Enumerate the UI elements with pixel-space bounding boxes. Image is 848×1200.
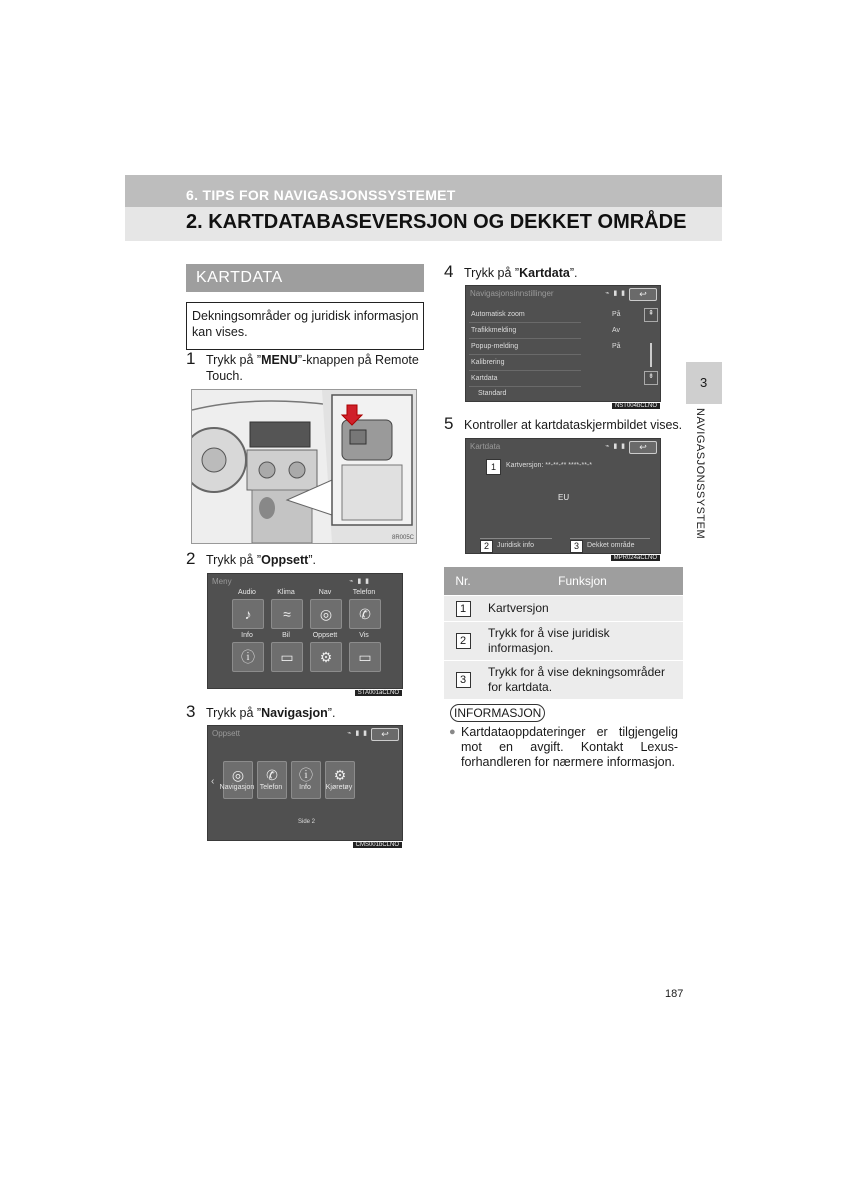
phone-icon[interactable]: ✆ — [349, 599, 381, 629]
chapter-tab-label-wrap — [694, 408, 714, 548]
step-1 — [186, 349, 426, 383]
region-label: EU — [558, 493, 570, 502]
column-header: Nr. — [444, 567, 482, 596]
back-button[interactable]: ↩ — [371, 728, 399, 741]
step-text-pre: Trykk på ” — [206, 553, 262, 567]
setup-screen — [207, 725, 403, 848]
scroll-down-button[interactable]: ⇟ — [644, 371, 658, 385]
tile-label: Info — [241, 632, 253, 639]
table-cell-text: Trykk for å vise dekningsområder for kartdata. — [482, 661, 683, 700]
tile-label: Info — [299, 784, 311, 791]
table-cell-text: Kartversjon — [482, 596, 683, 622]
page-title: 2. KARTDATABASEVERSJON OG DEKKET OMRÅDE — [186, 211, 687, 233]
marker-2: 2 — [480, 540, 493, 553]
nav-settings-screen — [465, 285, 661, 409]
screen-code: CMS001bCLNO — [353, 842, 402, 848]
audio-icon[interactable]: ♪ — [232, 599, 264, 629]
step-number: 3 — [186, 702, 196, 721]
settings-icon[interactable]: ⚙ — [310, 642, 342, 672]
screen-code: MPR024aCLNO — [611, 555, 660, 561]
menu-screen — [207, 573, 403, 696]
section-title: KARTDATA — [196, 269, 283, 286]
step-text-post: ”. — [569, 266, 578, 280]
screen-title: Meny — [212, 577, 232, 586]
intro-box — [186, 302, 424, 350]
climate-icon[interactable]: ≈ — [271, 599, 303, 629]
status-icons: ⌁ ▮ ▮ — [605, 290, 626, 297]
chapter-tab-number: 3 — [700, 375, 708, 390]
step-text-pre: Trykk på ” — [206, 353, 262, 367]
section-header — [186, 264, 424, 292]
screen-title: Navigasjonsinnstillinger — [470, 289, 554, 298]
info-header: INFORMASJON — [450, 704, 545, 722]
step-text-post: ”. — [308, 553, 316, 567]
table-row — [444, 622, 683, 661]
info-icon[interactable]: ⓘ — [232, 642, 264, 672]
step-text-bold: Oppsett — [261, 553, 309, 567]
row-number: 1 — [456, 601, 471, 617]
vehicle-icon[interactable]: ⚙ — [325, 761, 355, 799]
interior-drawing — [192, 390, 416, 543]
tile-label: Nav — [318, 589, 332, 596]
row-divider — [469, 338, 581, 339]
status-icons: ⌁ ▮ ▮ — [349, 578, 370, 585]
step-text-bold: MENU — [261, 353, 298, 367]
step-number: 5 — [444, 414, 454, 433]
screen-title: Oppsett — [212, 729, 241, 738]
tile-label: Kjøretøy — [325, 784, 353, 791]
table-row — [444, 596, 683, 622]
info-note — [450, 725, 678, 770]
table-header-row — [444, 567, 683, 596]
marker-1: 1 — [486, 459, 501, 475]
table-cell-text: Trykk for å vise juridisk informasjon. — [482, 622, 683, 661]
row-number: 3 — [456, 672, 471, 688]
row-divider — [469, 322, 581, 323]
row-number: 2 — [456, 633, 471, 649]
step-number: 1 — [186, 349, 196, 368]
info-text: Kartdataoppdateringer er tilgjengelig mot en avgift. Kontakt Lexus-forhandleren for nærmere informasjon. — [461, 725, 678, 769]
step-number: 4 — [444, 262, 454, 281]
marker-3: 3 — [570, 540, 583, 553]
legal-info-button[interactable] — [480, 538, 552, 552]
settings-row-value: På — [612, 343, 621, 350]
step-number: 2 — [186, 549, 196, 568]
figure-code: 8R005C — [391, 535, 414, 541]
status-icons: ⌁ ▮ ▮ — [605, 443, 626, 450]
scrollbar[interactable] — [650, 343, 652, 367]
tile-label: Klima — [277, 589, 295, 596]
interior-illustration — [191, 389, 417, 544]
step-text — [464, 265, 577, 281]
settings-row-label[interactable]: Kartdata — [471, 375, 498, 382]
bullet-icon: ● — [449, 726, 456, 738]
tile-label: Telefon — [352, 589, 376, 596]
column-header: Funksjon — [482, 567, 683, 596]
chapter-title: 6. TIPS FOR NAVIGASJONSSYSTEMET — [186, 187, 456, 203]
page-indicator: Side 2 — [298, 819, 316, 825]
settings-row-value: På — [612, 311, 621, 318]
function-table — [444, 567, 683, 699]
settings-row-label[interactable]: Trafikkmelding — [471, 327, 517, 334]
chevron-left-icon[interactable]: ‹ — [211, 776, 215, 787]
map-version-label: Kartversjon: **-**-** ****-**-* — [506, 462, 592, 469]
chapter-tab-label: NAVIGASJONSSYSTEM — [694, 408, 706, 540]
nav-icon[interactable]: ◎ — [310, 599, 342, 629]
step-text — [206, 705, 335, 721]
back-button[interactable]: ↩ — [629, 441, 657, 454]
step-text-bold: Kartdata — [519, 266, 570, 280]
table-cell-nr — [444, 661, 482, 700]
screen-code: NST004bCLNO — [612, 403, 660, 409]
tile-label: Navigasjon — [219, 784, 255, 791]
table-cell-nr — [444, 596, 482, 622]
back-button[interactable]: ↩ — [629, 288, 657, 301]
settings-row-value: Av — [612, 327, 621, 334]
legal-info-label: Juridisk info — [497, 542, 534, 549]
table-row — [444, 661, 683, 700]
page-title-bar — [125, 207, 722, 241]
row-divider — [469, 370, 581, 371]
table-cell-nr — [444, 622, 482, 661]
car-icon[interactable]: ▭ — [271, 642, 303, 672]
row-divider — [469, 354, 581, 355]
settings-row-label[interactable]: Popup-melding — [471, 343, 519, 350]
tile-label: Bil — [282, 632, 290, 639]
chapter-tab — [686, 362, 722, 404]
step-text-pre: Trykk på ” — [206, 706, 262, 720]
step-text-post: ”. — [327, 706, 336, 720]
step-text-bold: Navigasjon — [261, 706, 328, 720]
map-data-screen — [465, 438, 661, 561]
phone-icon[interactable]: ✆ — [257, 761, 287, 799]
settings-row-label[interactable]: Kalibrering — [471, 359, 505, 366]
settings-row-label[interactable]: Standard — [478, 390, 507, 397]
row-divider — [469, 386, 581, 387]
step-text — [206, 352, 428, 384]
settings-row-label[interactable]: Automatisk zoom — [471, 311, 525, 318]
display-icon[interactable]: ▭ — [349, 642, 381, 672]
scroll-up-button[interactable]: ⇞ — [644, 308, 658, 322]
tile-label: Telefon — [259, 784, 283, 791]
page-number: 187 — [665, 988, 684, 1000]
step-text — [206, 552, 316, 568]
screen-title: Kartdata — [470, 442, 501, 451]
chapter-header-bar — [125, 175, 722, 207]
step-4 — [444, 262, 684, 282]
step-text: Kontroller at kartdataskjermbildet vises. — [464, 418, 683, 432]
status-icons: ⌁ ▮ ▮ — [347, 730, 368, 737]
tile-label: Vis — [359, 632, 369, 639]
intro-text: Dekningsområder og juridisk informasjon kan vises. — [192, 309, 419, 339]
step-text-post: ”-knappen på Remote Touch. — [206, 353, 419, 383]
tile-label: Audio — [238, 589, 256, 596]
coverage-area-button[interactable] — [570, 538, 650, 552]
step-2 — [186, 549, 426, 569]
step-text-pre: Trykk på ” — [464, 266, 520, 280]
step-3 — [186, 702, 426, 722]
tile-label: Oppsett — [312, 632, 338, 639]
navigation-icon[interactable]: ◎ — [223, 761, 253, 799]
info-icon[interactable]: ⓘ — [291, 761, 321, 799]
step-5 — [444, 414, 694, 434]
screen-code: STA001aCLNO — [355, 690, 402, 696]
coverage-area-label: Dekket område — [587, 542, 635, 549]
